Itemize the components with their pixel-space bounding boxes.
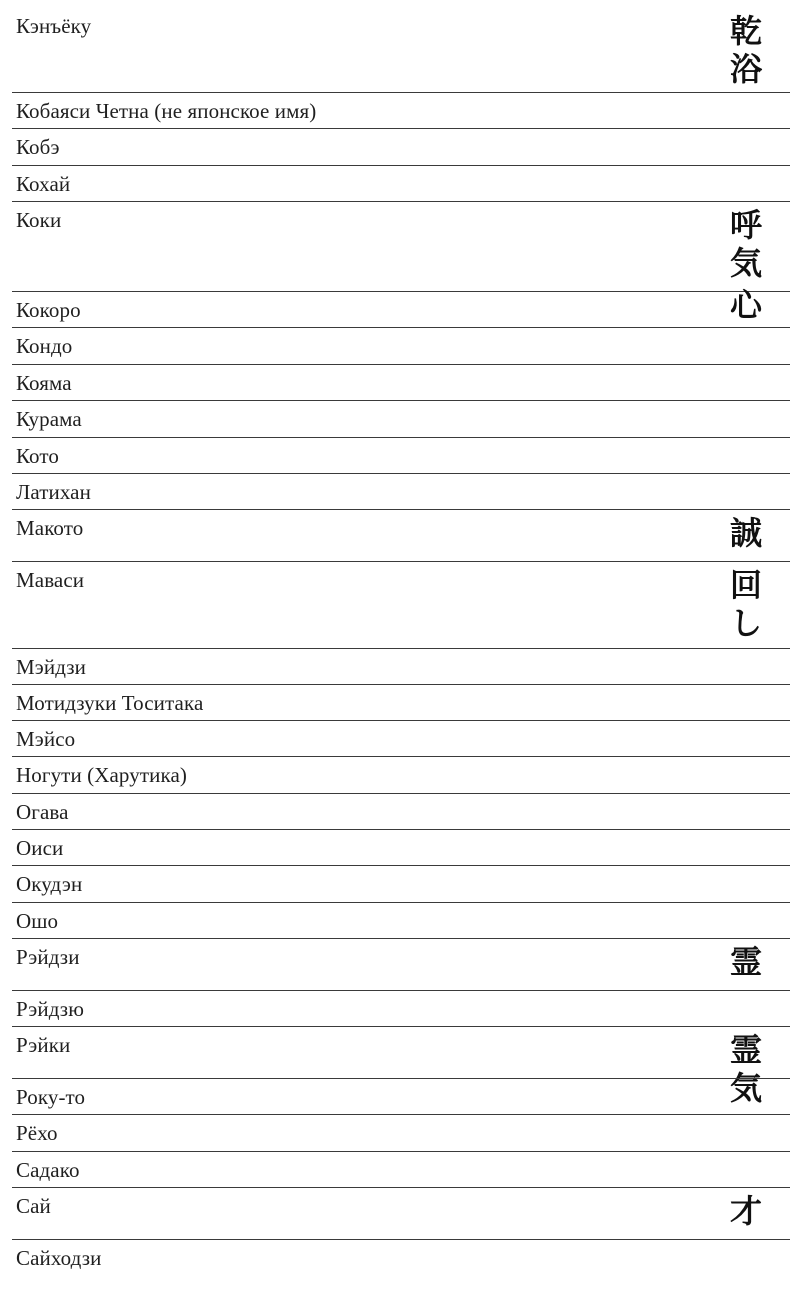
glossary-term: Латихан [16, 480, 91, 504]
glossary-row [0, 991, 790, 1027]
kanji-glyph: 浴 [729, 50, 762, 88]
glossary-row [0, 830, 790, 866]
kanji-glyph: し [729, 604, 762, 642]
glossary-term: Коки [16, 208, 62, 232]
glossary-term: Макото [16, 516, 84, 540]
glossary-term: Рэйки [16, 1033, 71, 1057]
kanji-glyph: 霊気 [729, 1031, 762, 1107]
glossary-term: Рэйдзи [16, 945, 80, 969]
glossary-term: Курама [16, 407, 82, 431]
glossary-term: Ногути (Харутика) [16, 763, 187, 787]
kanji-characters [702, 943, 762, 981]
glossary-row [0, 562, 790, 649]
kanji-glyph: 回 [729, 566, 762, 604]
glossary-row [0, 1115, 790, 1152]
glossary-term: Кондо [16, 334, 73, 358]
glossary-row [0, 903, 790, 939]
glossary-row [0, 93, 790, 129]
glossary-term: Кэнъёку [16, 14, 92, 38]
glossary-term: Року-то [16, 1085, 86, 1109]
glossary-term: Маваси [16, 568, 85, 592]
glossary-row [0, 1188, 790, 1240]
glossary-term: Кохай [16, 172, 71, 196]
glossary-term: Кобэ [16, 135, 60, 159]
glossary-term: Садако [16, 1158, 80, 1182]
kanji-glyph: 誠 [729, 514, 762, 552]
kanji-characters [702, 286, 762, 324]
glossary-term: Мэйсо [16, 727, 76, 751]
kanji-glyph: 心 [729, 286, 762, 324]
glossary-term: Кото [16, 444, 59, 468]
glossary-term: Сайходзи [16, 1246, 102, 1270]
glossary-row [0, 129, 790, 166]
glossary-row [0, 510, 790, 562]
glossary-row [0, 438, 790, 474]
glossary-term: Мотидзуки Тоситака [16, 691, 204, 715]
glossary-row [0, 166, 790, 202]
glossary-row [0, 0, 790, 93]
glossary-row [0, 1152, 790, 1188]
kanji-characters [702, 12, 762, 88]
glossary-row [0, 866, 790, 903]
kanji-characters [702, 1192, 762, 1230]
glossary-row [0, 365, 790, 401]
glossary-term: Сай [16, 1194, 51, 1218]
kanji-glyph: 呼 [729, 206, 762, 244]
glossary-term: Оиси [16, 836, 64, 860]
glossary-term: Ошо [16, 909, 59, 933]
glossary-row [0, 1240, 790, 1290]
kanji-glyph: 才 [729, 1192, 762, 1230]
glossary-row [0, 685, 790, 721]
glossary-row [0, 1079, 790, 1115]
glossary-term: Огава [16, 800, 69, 824]
glossary-row [0, 649, 790, 685]
glossary-term: Кобаяси Четна (не японское имя) [16, 99, 317, 123]
glossary-term: Рёхо [16, 1121, 58, 1145]
glossary-row [0, 202, 790, 292]
kanji-characters [702, 206, 762, 282]
glossary-term: Рэйдзю [16, 997, 84, 1021]
glossary-row [0, 328, 790, 365]
kanji-characters [702, 514, 762, 552]
glossary-term: Окудэн [16, 872, 83, 896]
kanji-glyph: 気 [729, 244, 762, 282]
glossary-row [0, 939, 790, 991]
glossary-term: Кокоро [16, 298, 81, 322]
kanji-glyph: 乾 [729, 12, 762, 50]
kanji-glyph: 霊 [729, 943, 762, 981]
kanji-characters [702, 566, 762, 642]
glossary-row [0, 794, 790, 830]
glossary-term: Мэйдзи [16, 655, 86, 679]
glossary-row [0, 474, 790, 510]
glossary-row [0, 401, 790, 438]
glossary-term: Кояма [16, 371, 72, 395]
glossary-row [0, 721, 790, 757]
glossary-row [0, 757, 790, 794]
glossary-row [0, 286, 790, 328]
